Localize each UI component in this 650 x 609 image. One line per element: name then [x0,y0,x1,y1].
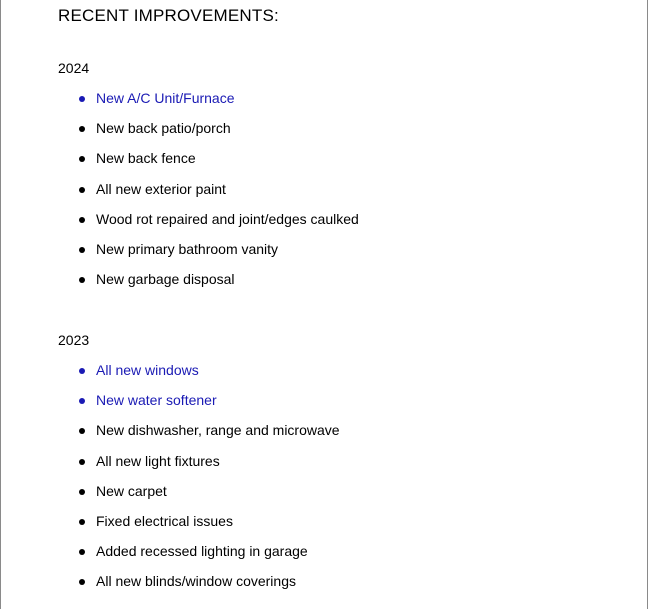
bullet-icon [79,368,85,374]
list-item-text: New water softener [96,392,217,409]
bullet-icon [79,187,85,193]
list-item-text: All new exterior paint [96,180,226,197]
year-heading-2024: 2024 [58,60,90,76]
bullet-icon [79,247,85,253]
bullet-icon [79,398,85,404]
bullet-icon [79,126,85,132]
list-item-text: All new windows [96,362,199,378]
bullet-icon [79,549,85,555]
list-item-text: New A/C Unit/Furnace [96,90,235,106]
bullet-icon [79,96,85,102]
list-item-text: Added recessed lighting in garage [96,543,308,560]
list-item-text: New dishwasher, range and microwave [96,422,340,439]
bullet-icon [79,579,85,585]
list-item-text: Wood rot repaired and joint/edges caulked [96,210,359,227]
list-item-text: All new blinds/window coverings [96,573,296,590]
list-item-text: New primary bathroom vanity [96,240,279,257]
list-item-text: New back patio/porch [96,120,231,137]
list-item-text: New carpet [96,482,167,499]
list-item-text: New back fence [96,150,196,167]
list-item-text: New garbage disposal [96,271,235,288]
bullet-icon [79,277,85,283]
bullet-icon [79,156,85,162]
page-heading: RECENT IMPROVEMENTS: [58,6,279,25]
bullet-icon [79,489,85,495]
year-heading-2023: 2023 [58,332,90,348]
list-item-text: All new light fixtures [96,452,220,469]
bullet-icon [79,428,85,434]
bullet-icon [79,519,85,525]
bullet-icon [79,459,85,465]
bullet-icon [79,217,85,223]
list-item-text: Fixed electrical issues [96,512,233,529]
